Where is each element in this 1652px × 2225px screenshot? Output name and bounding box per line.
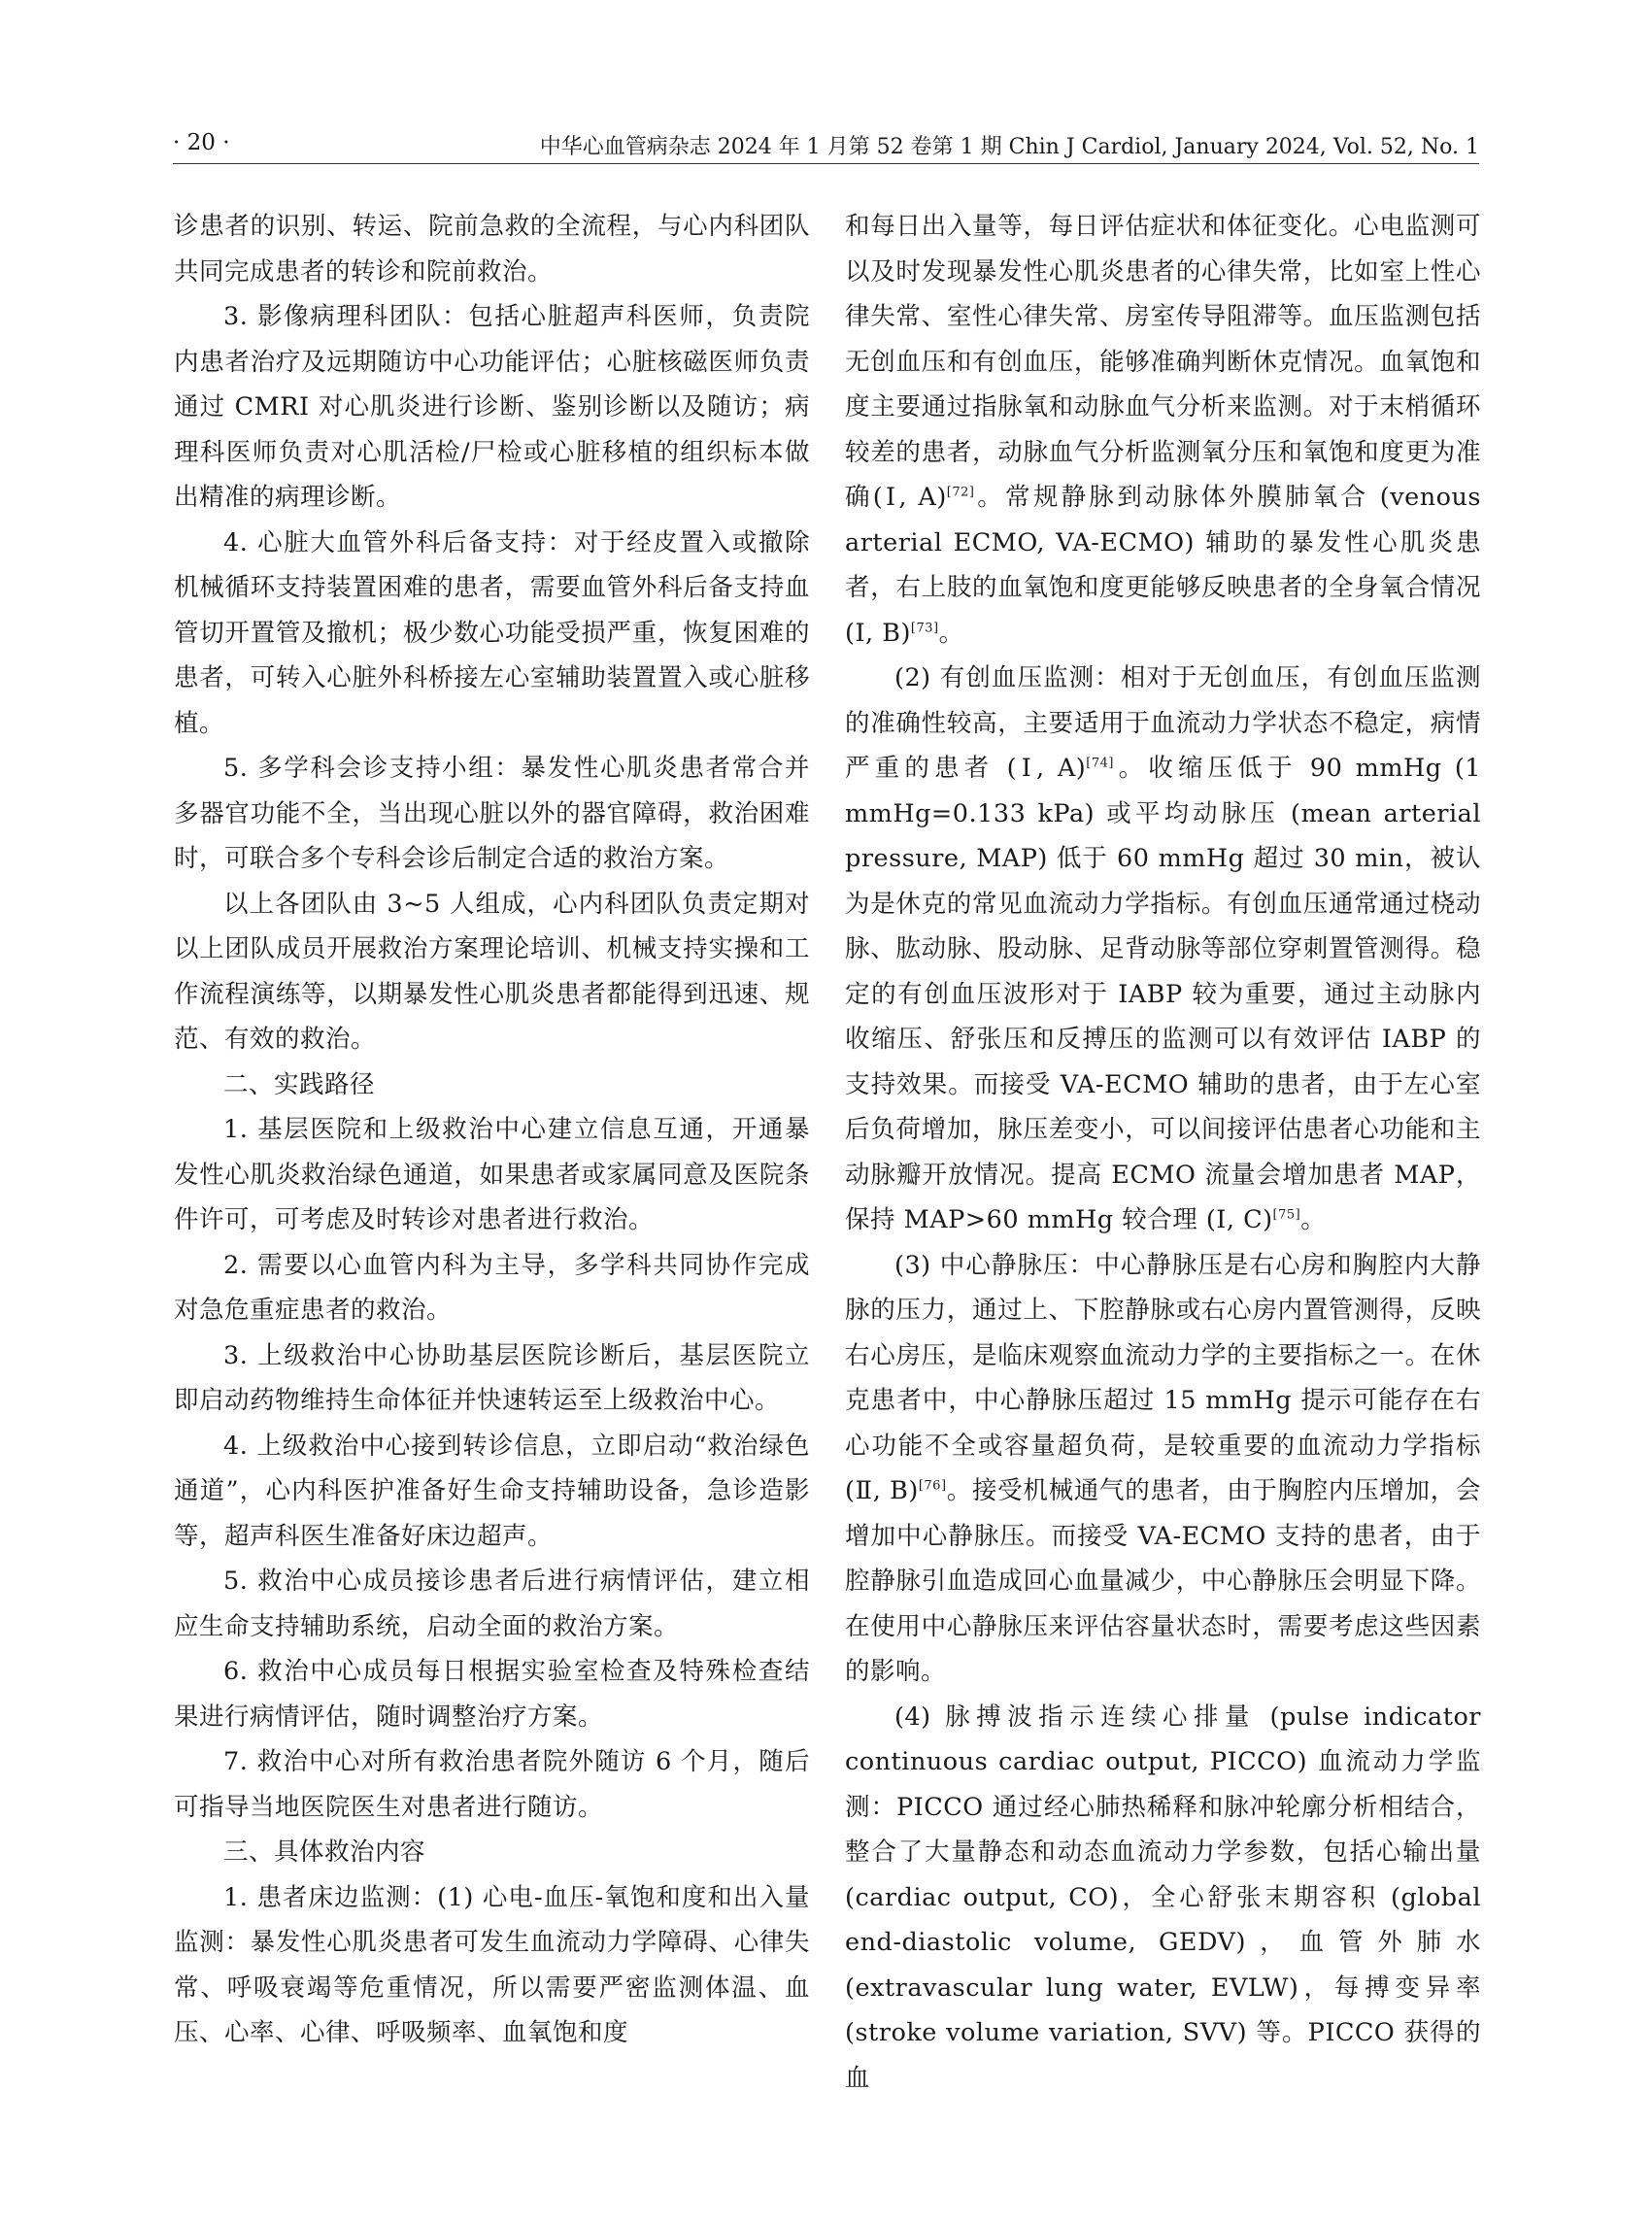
text-run: 和每日出入量等，每日评估症状和体征变化。心电监测可以及时发现暴发性心肌炎患者的心律失常，比如室上性心律失常、室性心律失常、房室传导阻滞等。血压监测包括无创血压和有创血压，能够准确判断休克情况。血氧饱和度主要通过指脉氧和动脉血气分析来监测。对于末梢循环较差的患者，动脉血气分析监测氧分压和氧饱和度更为准确(Ⅰ, A): [845, 212, 1481, 512]
section-heading: 三、具体救治内容: [223, 1837, 426, 1867]
paragraph: 1. 基层医院和上级救治中心建立信息互通，开通暴发性心肌炎救治绿色通道，如果患者或家属同意及医院条件许可，可考虑及时转诊对患者进行救治。: [174, 1115, 810, 1234]
paragraph: 以上各团队由 3~5 人组成，心内科团队负责定期对以上团队成员开展救治方案理论培训、机械支持实操和工作流程演练等，以期暴发性心肌炎患者都能得到迅速、规范、有效的救治。: [174, 889, 810, 1054]
text-run: 。接受机械通气的患者，由于胸腔内压增加，会增加中心静脉压。而接受 VA-ECMO 支持的患者，由于腔静脉引血造成回心血量减少，中心静脉压会明显下降。在使用中心静脉压来评估容量状态时，需要考虑这些因素的影响。: [845, 1476, 1481, 1686]
paragraph: 4. 心脏大血管外科后备支持：对于经皮置入或撤除机械循环支持装置困难的患者，需要血管外科后备支持血管切开置管及撤机；极少数心功能受损严重，恢复困难的患者，可转入心脏外科桥接左心室辅助装置置入或心脏移植。: [174, 527, 810, 738]
text-run: 。: [1300, 1205, 1327, 1234]
section-heading: 二、实践路径: [223, 1069, 376, 1099]
paragraph: 7. 救治中心对所有救治患者院外随访 6 个月，随后可指导当地医院医生对患者进行随访。: [174, 1747, 810, 1822]
text-run: (2) 有创血压监测：相对于无创血压，有创血压监测的准确性较高，主要适用于血流动力学状态不稳定，病情严重的患者 (Ⅰ, A): [845, 663, 1481, 783]
journal-citation: 中华心血管病杂志 2024 年 1 月第 52 卷第 1 期 Chin J Cardiol, January 2024, Vol. 52, No. 1: [539, 135, 1479, 159]
paragraph: 1. 患者床边监测：(1) 心电-血压-氧饱和度和出入量监测：暴发性心肌炎患者可发生血流动力学障碍、心律失常、呼吸衰竭等危重情况，所以需要严密监测体温、血压、心率、心律、呼吸频率、血氧饱和度: [174, 1882, 810, 2047]
citation-ref: [73]: [910, 621, 939, 635]
page-number: · 20 ·: [173, 130, 230, 155]
paragraph: 5. 多学科会诊支持小组：暴发性心肌炎患者常合并多器官功能不全，当出现心脏以外的器官障碍，救治困难时，可联合多个专科会诊后制定合适的救治方案。: [174, 754, 810, 873]
text-run: (3) 中心静脉压：中心静脉压是右心房和胸腔内大静脉的压力，通过上、下腔静脉或右心房内置管测得，反映右心房压，是临床观察血流动力学的主要指标之一。在休克患者中，中心静脉压超过 15 mmHg 提示可能存在右心功能不全或容量超负荷，是较重要的血流动力学指标 (Ⅱ, B): [845, 1250, 1481, 1505]
text-run: 。常规静脉到动脉体外膜肺氧合 (venous arterial ECMO, VA-ECMO) 辅助的暴发性心肌炎患者，右上肢的血氧饱和度更能够反映患者的全身氧合情况 (Ⅰ, B): [845, 483, 1481, 648]
citation-ref: [72]: [946, 485, 975, 500]
citation-ref: [75]: [1272, 1207, 1301, 1223]
right-column: [845, 204, 1481, 2101]
text-run: 。: [938, 618, 964, 648]
paragraph: 诊患者的识别、转运、院前急救的全流程，与心内科团队共同完成患者的转诊和院前救治。: [174, 212, 810, 287]
paragraph: 3. 上级救治中心协助基层医院诊断后，基层医院立即启动药物维持生命体征并快速转运至上级救治中心。: [174, 1340, 810, 1415]
text-run: 。收缩压低于 90 mmHg (1 mmHg=0.133 kPa) 或平均动脉压 (mean arterial pressure, MAP) 低于 60 mmHg 超过 30 min，被认为是休克的常见血流动力学指标。有创血压通常通过桡动脉、肱动脉、股动脉、足背动脉等部位穿刺置管测得。稳定的有创血压波形对于 IABP 较为重要，通过主动脉内收缩压、舒张压和反搏压的监测可以有效评估 IABP 的支持效果。而接受 VA-ECMO 辅助的患者，由于左心室后负荷增加，脉压差变小，可以间接评估患者心功能和主动脉瓣开放情况。提高 ECMO 流量会增加患者 MAP，保持 MAP>60 mmHg 较合理 (Ⅰ, C): [845, 754, 1482, 1234]
paragraph: 3. 影像病理科团队：包括心脏超声科医师，负责院内患者治疗及远期随访中心功能评估；心脏核磁医师负责通过 CMRI 对心肌炎进行诊断、鉴别诊断以及随访；病理科医师负责对心肌活检/尸检或心脏移植的组织标本做出精准的病理诊断。: [174, 302, 810, 512]
running-header: [173, 124, 1479, 164]
paragraph: 4. 上级救治中心接到转诊信息，立即启动“救治绿色通道”，心内科医护准备好生命支持辅助设备，急诊造影等，超声科医生准备好床边超声。: [174, 1431, 810, 1551]
paragraph: [845, 204, 1481, 656]
citation-ref: [76]: [918, 1478, 947, 1494]
paragraph: [845, 1243, 1481, 1695]
paragraph: (4) 脉搏波指示连续心排量 (pulse indicator continuous cardiac output, PICCO) 血流动力学监测：PICCO 通过经心肺热稀释和脉冲轮廓分析相结合，整合了大量静态和动态血流动力学参数，包括心输出量 (cardiac output, CO)，全心舒张末期容积 (global end-diastolic volume, GEDV)，血管外肺水 (extravascular lung water, EVLW)，每搏变异率 (stroke volume variation, SVV) 等。PICCO 获得的血: [845, 1702, 1481, 2093]
paragraph: 5. 救治中心成员接诊患者后进行病情评估，建立相应生命支持辅助系统，启动全面的救治方案。: [174, 1567, 810, 1641]
paragraph: 6. 救治中心成员每日根据实验室检查及特殊检查结果进行病情评估，随时调整治疗方案。: [174, 1657, 810, 1732]
citation-ref: [74]: [1086, 756, 1114, 771]
paragraph: [845, 656, 1481, 1243]
paragraph: 2. 需要以心血管内科为主导，多学科共同协作完成对急危重症患者的救治。: [174, 1250, 810, 1325]
left-column: [174, 204, 810, 2056]
